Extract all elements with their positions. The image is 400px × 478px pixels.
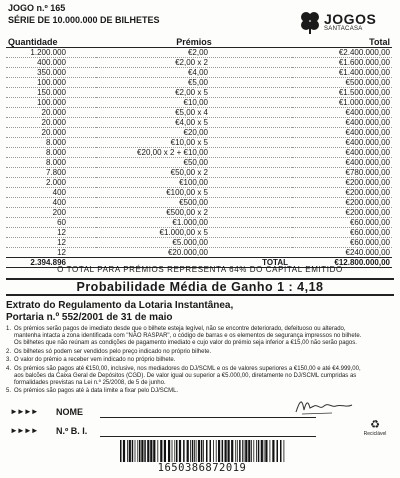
prize-quantity: 350.000 — [6, 68, 96, 78]
prize-amount: €1.000,00 — [96, 218, 292, 228]
barcode-bar — [141, 440, 143, 462]
clover-logo-icon — [298, 10, 322, 34]
barcode-bar — [231, 440, 233, 462]
prize-quantity: 1.200.000 — [6, 48, 96, 58]
rule-2 — [6, 349, 394, 356]
prize-total: €400.000,00 — [292, 128, 392, 138]
prize-total: €2.400.000,00 — [292, 48, 392, 58]
barcode-bar — [206, 440, 208, 462]
rule-1 — [6, 326, 394, 348]
barcode-bar — [251, 440, 252, 462]
barcode-bar — [256, 440, 257, 462]
barcode-bar — [183, 440, 185, 462]
barcode-bar — [284, 440, 285, 462]
barcode-bar — [144, 440, 146, 462]
prize-total: €400.000,00 — [292, 158, 392, 168]
recyclable-label: Reciclável — [363, 431, 387, 437]
barcode-bar — [164, 440, 166, 462]
prize-row — [6, 198, 392, 208]
prize-amount: €10,00 x 5 — [96, 138, 292, 148]
barcode-bar — [172, 440, 173, 462]
barcode-bar — [194, 440, 195, 462]
barcode-bar — [253, 440, 254, 462]
barcode-bar — [168, 440, 170, 462]
prize-quantity: 400 — [6, 198, 96, 208]
barcode-bar — [123, 440, 125, 462]
barcode-bar — [245, 440, 247, 462]
name-field[interactable] — [56, 407, 316, 419]
prize-amount: €20.000,00 — [96, 248, 292, 258]
arrow-markers: ►►►► — [10, 407, 38, 416]
capital-note: O TOTAL PARA PRÉMIOS REPRESENTA 64% DO CAPITAL EMITIDO — [57, 265, 343, 274]
barcode-bar — [218, 440, 220, 462]
barcode-bar — [150, 440, 152, 462]
prize-quantity: 100.000 — [6, 98, 96, 108]
prize-row — [6, 188, 392, 198]
barcode-bar — [239, 440, 241, 462]
prize-total: €240.000,00 — [292, 248, 392, 258]
barcode-bar — [261, 440, 263, 462]
barcode — [118, 440, 286, 462]
barcode-bar — [160, 440, 162, 462]
id-number-label: N.º B. I. — [56, 426, 88, 436]
prize-amount: €5,00 x 4 — [96, 108, 292, 118]
prize-row — [6, 208, 392, 218]
prize-amount: €2,00 — [96, 48, 292, 58]
prize-table-header — [6, 37, 392, 48]
prize-row — [6, 98, 392, 108]
barcode-bar — [216, 440, 217, 462]
col-total: Total — [292, 37, 392, 48]
prize-total: €60.000,00 — [292, 238, 392, 248]
prize-row — [6, 178, 392, 188]
barcode-bar — [280, 440, 282, 462]
prize-row — [6, 48, 392, 58]
prize-row — [6, 148, 392, 158]
prize-total: €500.000,00 — [292, 78, 392, 88]
prize-amount: €500,00 x 2 — [96, 208, 292, 218]
total-quantity: 2.394.896 — [6, 258, 96, 268]
logo-subtitle: SANTACASA — [324, 26, 363, 32]
barcode-bar — [137, 440, 138, 462]
prize-quantity: 400 — [6, 188, 96, 198]
prize-total: €200.000,00 — [292, 188, 392, 198]
regulation-title — [6, 300, 396, 324]
prize-amount: €2,00 x 2 — [96, 58, 292, 68]
prize-quantity: 2.000 — [6, 178, 96, 188]
barcode-bar — [135, 440, 136, 462]
barcode-bar — [190, 440, 191, 462]
prize-quantity: 20.000 — [6, 128, 96, 138]
prize-amount: €50,00 x 2 — [96, 168, 292, 178]
prize-row — [6, 158, 392, 168]
rule-text: Os bilhetes que não reúnam as condições de pagamento imediato e cujo valor do prémio seja inferior a €15,00 não serão pagos. — [14, 340, 357, 347]
prize-quantity: 12 — [6, 228, 96, 238]
prize-quantity: 12 — [6, 238, 96, 248]
prize-total: €1.400.000,00 — [292, 68, 392, 78]
prize-quantity: 400.000 — [6, 58, 96, 68]
barcode-number: 1650386872019 — [157, 462, 247, 474]
rule-text: Os prémios serão pagos de imediato desde que o bilhete esteja legível, não se encontre deteriorado, defeituoso ou alterado, — [14, 326, 346, 332]
prize-row — [6, 88, 392, 98]
barcode-bar — [258, 440, 260, 462]
rule-number: 4. — [6, 365, 12, 372]
prize-total: €400.000,00 — [292, 148, 392, 158]
barcode-bar — [237, 440, 238, 462]
rule-4 — [6, 366, 394, 388]
col-premios: Prémios — [96, 37, 292, 48]
barcode-bar — [176, 440, 178, 462]
prize-quantity: 8.000 — [6, 158, 96, 168]
rule-number: 2. — [6, 348, 12, 355]
barcode-bar — [242, 440, 243, 462]
prize-row — [6, 78, 392, 88]
ticket-header — [4, 0, 396, 40]
prize-row — [6, 238, 392, 248]
barcode-bar — [277, 440, 279, 462]
prize-amount: €5,00 — [96, 78, 292, 88]
barcode-bar — [129, 440, 131, 462]
prize-total: €60.000,00 — [292, 218, 392, 228]
prize-table — [6, 37, 392, 268]
prize-quantity: 8.000 — [6, 148, 96, 158]
prize-row — [6, 138, 392, 148]
rule-text: Os bilhetes só podem ser vendidos pelo preço indicado no próprio bilhete. — [14, 348, 212, 355]
barcode-bar — [147, 440, 149, 462]
total-label: TOTAL — [96, 258, 292, 268]
prize-row — [6, 58, 392, 68]
logo-title: JOGOS — [324, 11, 377, 27]
prize-quantity: 20.000 — [6, 108, 96, 118]
prize-amount: €500,00 — [96, 198, 292, 208]
id-number-field[interactable] — [56, 426, 316, 438]
barcode-bar — [235, 440, 236, 462]
barcode-bar — [213, 440, 214, 462]
name-line[interactable] — [100, 417, 316, 418]
prize-total: €400.000,00 — [292, 138, 392, 148]
prize-row — [6, 128, 392, 138]
barcode-bar — [153, 440, 155, 462]
prize-amount: €100,00 x 5 — [96, 188, 292, 198]
recyclable-mark — [360, 420, 390, 437]
barcode-bar — [187, 440, 189, 462]
rule-number: 3. — [6, 357, 12, 364]
rule-text: O valor do prémio a receber vem indicado no próprio bilhete. — [14, 357, 176, 364]
prize-amount: €1.000,00 x 5 — [96, 228, 292, 238]
arrow-markers: ►►►► — [10, 426, 38, 435]
prize-total: €200.000,00 — [292, 198, 392, 208]
total-amount: €12.800.000,00 — [292, 258, 392, 268]
prize-table-body — [6, 48, 392, 258]
prize-amount: €20,00 x 2 + €10,00 — [96, 148, 292, 158]
series-title: SÉRIE DE 10.000.000 DE BILHETES — [8, 15, 160, 25]
prize-quantity: 7.800 — [6, 168, 96, 178]
id-number-line[interactable] — [100, 436, 316, 437]
win-probability: Probabilidade Média de Ganho 1 : 4,18 — [6, 278, 394, 296]
prize-quantity: 12 — [6, 248, 96, 258]
barcode-bar — [179, 440, 181, 462]
barcode-bar — [120, 440, 122, 462]
barcode-bar — [196, 440, 197, 462]
signature-scribble — [292, 396, 356, 418]
prize-quantity: 200 — [6, 208, 96, 218]
prize-total: €1.600.000,00 — [292, 58, 392, 68]
prize-amount: €5.000,00 — [96, 238, 292, 248]
barcode-bar — [264, 440, 265, 462]
prize-total: €400.000,00 — [292, 108, 392, 118]
prize-total: €1.000.000,00 — [292, 98, 392, 108]
prize-total: €200.000,00 — [292, 178, 392, 188]
rule-text: Os prémios são pagos até à data limite a fixar pelo DJ/SCML. — [14, 388, 179, 395]
barcode-bar — [157, 440, 158, 462]
prize-amount: €10,00 — [96, 98, 292, 108]
rule-text: Os prémios são pagos até €150,00, inclusive, nos mediadores do DJ/SCML e os de valores superiores a €150,00 e até €4.999,00, — [14, 365, 361, 372]
prize-total: €400.000,00 — [292, 118, 392, 128]
prize-total: €60.000,00 — [292, 228, 392, 238]
jogos-santacasa-logo — [298, 10, 390, 36]
barcode-bar — [192, 440, 194, 462]
prize-quantity: 8.000 — [6, 138, 96, 148]
barcode-bar — [222, 440, 224, 462]
prize-amount: €4,00 x 5 — [96, 118, 292, 128]
prize-row — [6, 108, 392, 118]
regulation-title-line1: Extrato do Regulamento da Lotaria Instantânea, — [6, 300, 234, 311]
rule-text: formalidades previstas na Lei n.º 25/2008, de 5 de junho. — [14, 379, 166, 386]
barcode-bar — [132, 440, 134, 462]
recycle-icon: ♻ — [370, 419, 380, 431]
barcode-bar — [127, 440, 128, 462]
barcode-bar — [174, 440, 175, 462]
barcode-bar — [270, 440, 271, 462]
prize-row — [6, 218, 392, 228]
prize-quantity: 20.000 — [6, 118, 96, 128]
prize-quantity: 150.000 — [6, 88, 96, 98]
rule-3 — [6, 357, 394, 364]
barcode-bar — [139, 440, 141, 462]
regulation-title-line2: Portaria n.º 552/2001 de 31 de maio — [6, 312, 173, 323]
prize-amount: €50,00 — [96, 158, 292, 168]
prize-quantity: 60 — [6, 218, 96, 228]
rule-text: aos balcões da Caixa Geral de Depósitos (CGD). De valor igual ou superior a €5.000,00, diretamente no DJ/SCML cumpridas as — [14, 372, 357, 379]
prize-amount: €4,00 — [96, 68, 292, 78]
prize-row — [6, 68, 392, 78]
rule-number: 1. — [6, 326, 12, 332]
prize-amount: €20,00 — [96, 128, 292, 138]
name-label: NOME — [56, 407, 83, 417]
prize-row — [6, 168, 392, 178]
col-quantidade: Quantidade — [6, 37, 96, 48]
barcode-bar — [265, 440, 267, 462]
barcode-bar — [201, 440, 203, 462]
rule-number: 5. — [6, 388, 12, 395]
prize-amount: €100,00 — [96, 178, 292, 188]
barcode-bar — [228, 440, 230, 462]
prize-amount: €2,00 x 5 — [96, 88, 292, 98]
barcode-bar — [225, 440, 227, 462]
rule-text: mantenha intacta a zona identificada com "NÃO RASPAR", o código de barras e os elementos de segurança impressos no bilhete. — [14, 333, 362, 340]
rule-5 — [6, 388, 394, 395]
prize-total: €200.000,00 — [292, 208, 392, 218]
prize-row — [6, 228, 392, 238]
barcode-bar — [244, 440, 245, 462]
prize-row — [6, 118, 392, 128]
prize-quantity: 100.000 — [6, 78, 96, 88]
barcode-bar — [248, 440, 250, 462]
regulation-rules — [6, 326, 394, 397]
barcode-bar — [272, 440, 274, 462]
barcode-bar — [198, 440, 200, 462]
prize-row — [6, 248, 392, 258]
prize-total: €780.000,00 — [292, 168, 392, 178]
barcode-bar — [210, 440, 212, 462]
game-number: JOGO n.º 165 — [8, 3, 66, 13]
prize-total: €1.500.000,00 — [292, 88, 392, 98]
barcode-bar — [203, 440, 204, 462]
